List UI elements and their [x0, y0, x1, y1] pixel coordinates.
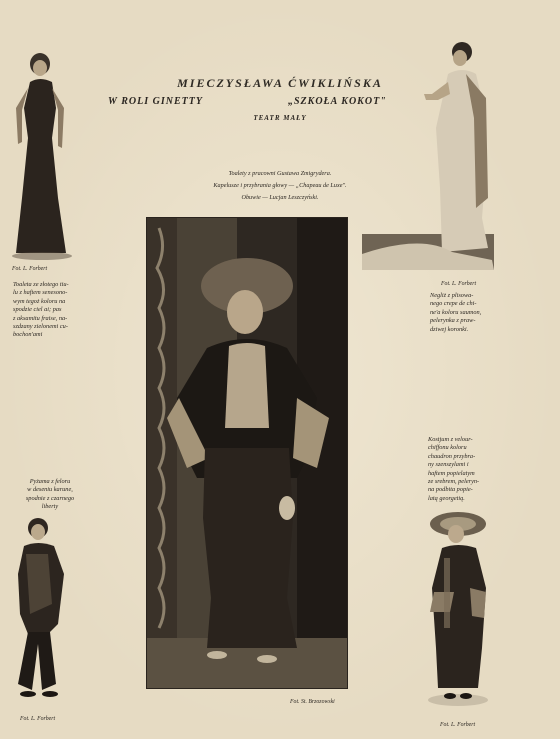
caption-line: bochon'ami: [13, 331, 43, 339]
figure-silhouette-image: [362, 38, 494, 270]
caption-line: w deseniu karune,: [27, 486, 73, 494]
caption-line: spodnie z czarnego: [25, 494, 75, 502]
photo-credit-center: Fot. St. Brzozowski: [290, 699, 335, 705]
photo-credit-top-right: Fot. L. Forbert: [441, 281, 477, 287]
caption-line: liberty: [41, 503, 59, 511]
caption-line: wym tegoż koloru na: [13, 297, 66, 305]
caption-line: ny szenszylami i: [428, 461, 469, 469]
caption-line: lu z haftem senesono-: [13, 289, 68, 297]
portrait-image: [147, 218, 347, 688]
credit-line-hats: Kapelusze i przybrania głowy — „Chapeau de Luxe".: [213, 182, 347, 189]
photo-credit-bottom-right: Fot. L. Forbert: [440, 722, 476, 728]
caption-line: z aksamitu fraise, na-: [13, 314, 68, 322]
figure-silhouette-image: [420, 508, 492, 718]
photo-top-right: [362, 38, 494, 270]
caption-line: szdzany zielonemi cu-: [13, 323, 68, 331]
caption-middle-left: [12, 478, 88, 512]
caption-line: Toaleta ze złotego tiu-: [13, 281, 69, 288]
credit-line-shoes: Obuwie — Lucjan Leszczyński.: [241, 194, 319, 201]
caption-line: ze srebrem, peleryn-: [428, 478, 480, 486]
caption-line: ne'a koloru saumon,: [430, 308, 482, 316]
caption-line: nego crepe de chi-: [430, 300, 477, 308]
caption-line: na podbita popie-: [428, 486, 473, 494]
photo-top-left: [8, 48, 76, 262]
caption-line: Pyżama z feloru: [29, 478, 71, 485]
page-title: MIECZYSŁAWA ĆWIKLIŃSKA: [177, 76, 383, 90]
figure-silhouette-image: [8, 514, 78, 706]
caption-top-left: [13, 281, 87, 340]
caption-line: dziwej koronki.: [430, 325, 469, 333]
caption-line: latą georgetią.: [428, 494, 465, 502]
caption-line: chaudron przybra-: [428, 452, 476, 460]
caption-line: Negliż z plisowa-: [430, 292, 474, 299]
photo-bottom-left: [8, 514, 78, 706]
credit-line-dresses: Toalety z pracowni Gustawa Zmigrydera.: [228, 170, 332, 177]
role-subtitle: W ROLI GINETTY: [108, 96, 203, 107]
caption-line: Kostjum z velour-: [428, 436, 473, 443]
figure-silhouette-image: [8, 48, 76, 262]
play-title: „SZKOŁA KOKOT": [288, 96, 387, 107]
photo-credit-top-left: Fot. L. Forbert: [12, 266, 48, 272]
photo-credit-bottom-left: Fot. L. Forbert: [20, 716, 56, 722]
caption-line: pelerynka z praw-: [430, 317, 476, 325]
photo-center: [146, 217, 348, 689]
caption-line: haftem popielatym: [428, 469, 475, 477]
photo-bottom-right: [420, 508, 492, 718]
theatre-name: TEATR MAŁY: [253, 114, 307, 122]
caption-line: spodzie ciel ai; pas: [13, 306, 62, 314]
caption-top-right: [430, 292, 522, 334]
caption-line: chiffonu koloru: [428, 444, 467, 452]
caption-middle-right: [428, 436, 524, 503]
